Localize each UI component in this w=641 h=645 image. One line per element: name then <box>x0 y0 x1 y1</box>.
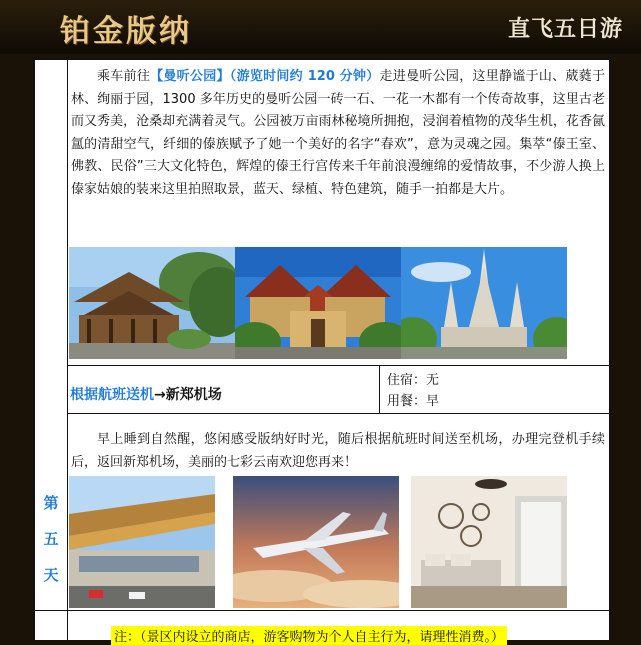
white-pagoda-photo <box>401 247 567 359</box>
meal-info: 用餐：早 <box>387 394 440 409</box>
wooden-pavilion-photo <box>69 247 235 359</box>
hotel-room-photo <box>411 476 567 608</box>
day5-photo-row <box>69 476 567 608</box>
transfer-title: 根据航班送机→新郑机场 <box>70 387 222 403</box>
day-five-label: 第 五 天 <box>43 494 59 584</box>
shopping-note: 注：（景区内设立的商店，游客购物为个人自主行为，请理性消费。） <box>111 626 507 645</box>
temple-building-photo <box>235 247 401 359</box>
day5-description: 早上睡到自然醒，悠闲感受版纳好时光，随后根据航班时间送至机场，办理完登机手续后，返回新郑机场，美丽的七彩云南欢迎您再来！ <box>71 432 605 470</box>
route-title: 直飞五日游 <box>507 17 623 42</box>
itinerary-sheet <box>33 58 611 645</box>
brand-title: 铂金版纳 <box>60 14 192 49</box>
header-bar <box>0 0 641 54</box>
day-column <box>35 60 68 642</box>
day4-description: 乘车前往【曼听公园】（游览时间约 120 分钟）走进曼听公园，这里静谧于山、葳蕤于林、绚丽于园，1300 多年历史的曼听公园一砖一石、一花一木都有一个传奇故事，这里古老而又秀美，沧桑却充满着灵气。公园被万亩雨林秘境所拥抱，浸润着植物的茂华生机，花香氤氲的清甜空气，纤细的傣族赋予了她一个美好的名字“春欢”，意为灵魂之园。集萃“傣王室、佛教、民俗”三大文化特色，辉煌的傣王行宫传来千年前浪漫缠绵的爱情故事，不少游人换上傣家姑娘的装来这里拍照取景，蓝天、绿植、特色建筑，随手一拍都是大片。 <box>71 69 605 197</box>
row-divider <box>68 365 613 366</box>
row-divider <box>35 610 611 611</box>
park-highlight: 【曼听公园】（游览时间约 120 分钟） <box>150 69 380 84</box>
airport-terminal-photo <box>69 476 215 608</box>
row-divider <box>68 413 613 414</box>
col-divider <box>379 365 380 413</box>
day4-photo-row <box>69 247 567 359</box>
lodging-info: 住宿：无 <box>387 373 440 388</box>
airplane-sunset-photo <box>233 476 399 608</box>
